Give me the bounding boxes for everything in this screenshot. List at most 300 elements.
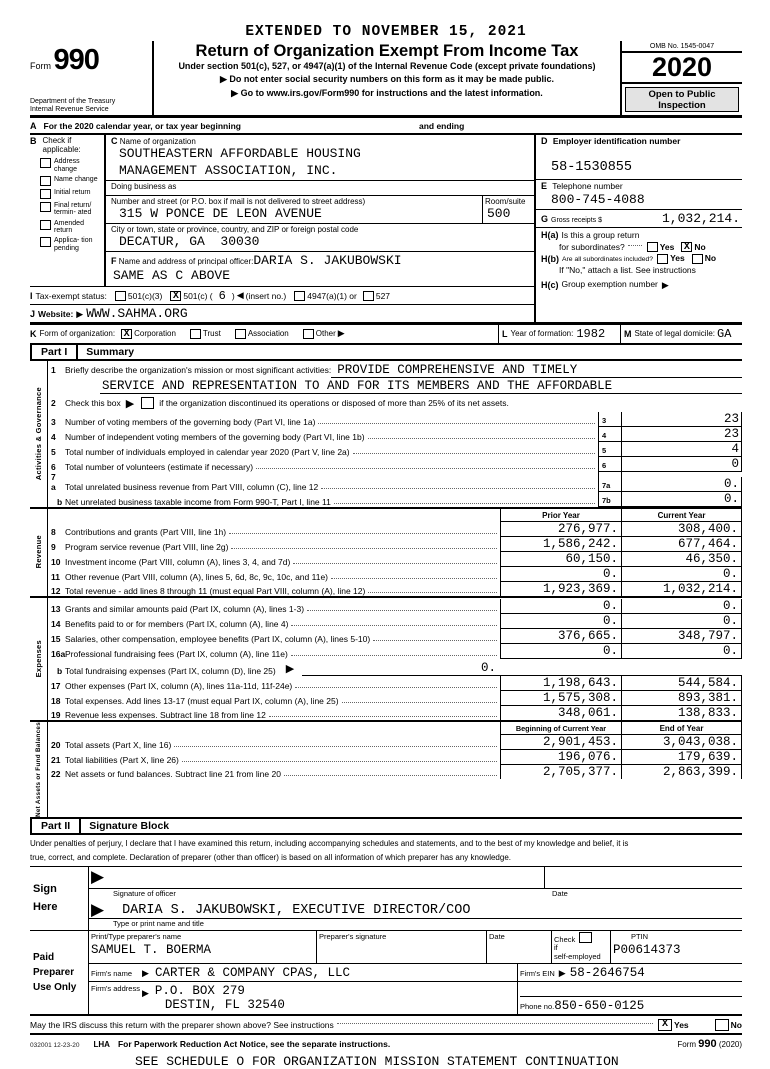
- amended-return-checkbox[interactable]: [40, 220, 51, 230]
- domicile-label: State of legal domicile:: [634, 329, 715, 339]
- line-number: 13: [51, 603, 61, 614]
- line10-prior: 60,150.: [500, 552, 621, 567]
- firm-ein-value: 58-2646754: [569, 965, 645, 980]
- ha-yes-checkbox[interactable]: [647, 242, 658, 252]
- year-formation-value: 1982: [576, 326, 606, 341]
- officer-typed-name: DARIA S. JAKUBOWSKI, EXECUTIVE DIRECTOR/COO: [122, 902, 471, 918]
- right-arrow-icon: ▶: [91, 900, 105, 920]
- open-to-public-badge: Open to Public Inspection: [625, 87, 739, 113]
- form-title: Return of Organization Exempt From Income Tax: [195, 42, 579, 60]
- ha-no-label: No: [694, 241, 706, 252]
- form-footer: [30, 1035, 742, 1051]
- section-e-letter: E: [541, 181, 548, 192]
- line17-prior: 1,198,643.: [500, 676, 621, 691]
- type-print-caption: Type or print name and title: [113, 918, 204, 928]
- ein-value: 58-1530855: [551, 160, 633, 176]
- form-number: 990: [53, 44, 99, 76]
- summary-line-22: [48, 765, 742, 779]
- org-form-label: Form of organization:: [39, 329, 116, 339]
- line-label: Number of independent voting members of the governing body (Part VI, line 1b): [65, 431, 365, 442]
- line16b-value: 0.: [302, 661, 500, 676]
- status-501c-number: 6: [218, 288, 226, 303]
- corporation-checkbox[interactable]: X: [121, 329, 132, 339]
- application-pending-checkbox[interactable]: [40, 237, 51, 247]
- line-box: 7a: [598, 472, 622, 492]
- year-formation-label: Year of formation:: [510, 329, 574, 339]
- initial-return-checkbox[interactable]: [40, 189, 51, 199]
- preparer-name-row: [89, 931, 742, 964]
- paperwork-notice: For Paperwork Reduction Act Notice, see the separate instructions.: [117, 1038, 391, 1049]
- summary-line-8: [48, 522, 742, 537]
- group-return-block: [536, 228, 742, 290]
- discontinued-line: [48, 394, 742, 412]
- firm-ein-label: Firm's EIN: [520, 968, 555, 978]
- officer-signature-row: [89, 867, 742, 889]
- line-label: Total liabilities (Part X, line 26): [65, 754, 179, 765]
- line-number: 8: [51, 526, 56, 537]
- status-501c-checkbox[interactable]: X: [170, 291, 181, 301]
- form-number-block: [30, 41, 152, 115]
- ha-no-checkbox[interactable]: X: [681, 242, 692, 252]
- line-a-text: For the 2020 calendar year, or tax year beginning: [43, 121, 241, 132]
- line18-current: 893,381.: [621, 691, 742, 706]
- hb-yes-label: Yes: [670, 253, 685, 264]
- line-number: 19: [51, 709, 61, 720]
- form-code: 032001 12-23-20: [30, 1041, 80, 1049]
- hc-letter: H(c): [541, 279, 559, 290]
- omb-number: OMB No. 1545-0047: [649, 43, 715, 50]
- line14-current: 0.: [621, 614, 742, 629]
- status-501c-close: ): [231, 290, 235, 301]
- right-arrow-icon: ▶: [337, 328, 345, 339]
- telephone-label: Telephone number: [552, 181, 623, 192]
- discuss-yes-checkbox[interactable]: X: [658, 1019, 672, 1031]
- dba-label: Doing business as: [111, 181, 177, 191]
- website-value[interactable]: WWW.SAHMA.ORG: [86, 305, 188, 321]
- preparer-signature-label: Preparer's signature: [319, 931, 387, 941]
- street-label: Number and street (or P.O. box if mail is not delivered to street address): [111, 196, 366, 206]
- sidebar-net-assets-label: Net Assets or Fund Balances: [35, 721, 42, 817]
- discontinued-label: if the organization discontinued its operations or disposed of more than 25% of its net assets.: [159, 398, 509, 409]
- extended-due-date: EXTENDED TO NOVEMBER 15, 2021: [245, 24, 527, 40]
- summary-line-7b: [48, 492, 742, 507]
- preparer-date-field[interactable]: [489, 941, 549, 943]
- line-a-letter: A: [30, 121, 37, 132]
- self-employed-checkbox[interactable]: [579, 932, 592, 943]
- right-arrow-icon: ▶: [141, 987, 149, 998]
- dept-treasury: Department of the Treasury: [30, 97, 116, 105]
- line-i-letter: I: [30, 290, 33, 301]
- ha-text2: for subordinates?: [559, 241, 625, 252]
- line-number: b: [57, 665, 63, 676]
- phone-label: Phone no.: [520, 1001, 555, 1011]
- summary-line-16a: [48, 644, 742, 659]
- line-label: Total assets (Part X, line 16): [65, 739, 172, 750]
- org-name-line1: SOUTHEASTERN AFFORDABLE HOUSING: [119, 146, 361, 162]
- initial-return-label: Initial return: [54, 189, 91, 197]
- gross-receipts-label: Gross receipts $: [551, 217, 602, 225]
- sign-label: Sign: [33, 883, 57, 896]
- perjury-line2: true, correct, and complete. Declaration of preparer (other than officer) is based on all information of which preparer has any knowledge.: [30, 852, 511, 862]
- footer-form-year: (2020): [718, 1039, 742, 1049]
- line16a-current: 0.: [621, 644, 742, 659]
- schedule-o-continuation: SEE SCHEDULE O FOR ORGANIZATION MISSION STATEMENT CONTINUATION: [135, 1053, 619, 1069]
- line22-end: 2,863,399.: [621, 765, 742, 779]
- footer-form-number: 990: [698, 1037, 717, 1050]
- omb-block: [622, 41, 742, 115]
- line-number: 22: [51, 768, 61, 779]
- status-501c3-checkbox[interactable]: [115, 291, 126, 301]
- right-arrow-icon: ▶: [142, 967, 149, 978]
- section-b-letter: B: [30, 136, 37, 147]
- address-change-checkbox[interactable]: [40, 158, 51, 168]
- line-label: Total number of volunteers (estimate if necessary): [65, 461, 254, 472]
- line-number: 6: [51, 461, 56, 472]
- ein-block: [536, 135, 742, 180]
- telephone-block: [536, 180, 742, 210]
- preparer-date-label: Date: [489, 931, 505, 941]
- right-arrow-icon: ▶: [219, 73, 227, 84]
- summary-line-14: [48, 614, 742, 629]
- org-name-line2: MANAGEMENT ASSOCIATION, INC.: [119, 162, 338, 178]
- part2-header: [30, 819, 742, 835]
- line-box: 5: [598, 442, 622, 457]
- dba-row: [106, 181, 534, 196]
- sidebar-revenue-label: Revenue: [34, 535, 43, 569]
- line-box: 3: [598, 412, 622, 427]
- right-arrow-icon: ▶: [76, 308, 84, 319]
- ptin-value: P00614373: [613, 942, 681, 957]
- status-501c3-label: 501(c)(3): [127, 290, 163, 301]
- section-c-organization: [106, 135, 534, 285]
- line-number: 10: [51, 556, 61, 567]
- line11-prior: 0.: [500, 567, 621, 582]
- phone-value: 850-650-0125: [554, 998, 645, 1013]
- firm-address-label: Firm's address: [91, 983, 140, 993]
- perjury-line1: Under penalties of perjury, I declare that I have examined this return, including accompanying schedules and statements, and to the best of my knowledge and belief, it is: [30, 838, 629, 848]
- end-year-header: End of Year: [621, 722, 742, 735]
- line8-current: 308,400.: [621, 522, 742, 537]
- summary-line-12: [48, 582, 742, 596]
- footer-form-word: Form: [677, 1039, 697, 1049]
- line-number: 11: [51, 571, 60, 582]
- corporation-label: Corporation: [134, 329, 176, 339]
- tax-exempt-status-row: [30, 286, 534, 304]
- firm-name-label: Firm's name: [91, 968, 133, 978]
- line-number: 12: [51, 585, 61, 596]
- line8-prior: 276,977.: [500, 522, 621, 537]
- line9-prior: 1,586,242.: [500, 537, 621, 552]
- org-name-block: [106, 135, 534, 181]
- current-year-header: Current Year: [621, 509, 742, 522]
- hc-text: Group exemption number: [561, 278, 658, 289]
- tax-exempt-label: Tax-exempt status:: [35, 290, 107, 301]
- line-label: Total fundraising expenses (Part IX, column (D), line 25): [65, 665, 276, 676]
- line-label: Professional fundraising fees (Part IX, column (A), line 11e): [65, 648, 288, 659]
- paid-label: Paid: [33, 951, 55, 963]
- principal-officer-row: [106, 252, 534, 285]
- line14-prior: 0.: [500, 614, 621, 629]
- line-m-letter: M: [624, 328, 632, 339]
- self-employed-label: self-employed: [554, 951, 601, 961]
- date-caption: Date: [552, 888, 568, 898]
- ha-letter: H(a): [541, 230, 559, 241]
- other-label: Other: [315, 329, 336, 339]
- line-number: 14: [51, 618, 61, 629]
- right-arrow-icon: ▶: [661, 279, 669, 290]
- summary-line-21: [48, 750, 742, 765]
- trust-checkbox[interactable]: [190, 329, 201, 339]
- org-name-label: Name of organization: [119, 137, 196, 147]
- line6-value: 0: [622, 457, 742, 472]
- line-label: Contributions and grants (Part VIII, line 1h): [65, 526, 227, 537]
- summary-line-20: [48, 735, 742, 750]
- line5-value: 4: [622, 442, 742, 457]
- sign-here-block: [30, 867, 742, 931]
- status-4947a1-label: 4947(a)(1) or: [307, 290, 357, 301]
- ssn-warning: Do not enter social security numbers on this form as it may be made public.: [229, 73, 554, 84]
- line4-value: 23: [622, 427, 742, 442]
- line9-current: 677,464.: [621, 537, 742, 552]
- organization-form-row: [30, 324, 742, 345]
- line-label: Total expenses. Add lines 13-17 (must equal Part IX, column (A), line 25): [65, 695, 339, 706]
- line15-prior: 376,665.: [500, 629, 621, 644]
- ein-label: Employer identification number: [552, 136, 681, 147]
- line-box: 4: [598, 427, 622, 442]
- officer-signature-date-field[interactable]: [544, 867, 742, 888]
- mission-line: [48, 361, 742, 394]
- discuss-no-checkbox[interactable]: [715, 1019, 729, 1031]
- street-row: [106, 196, 534, 224]
- right-arrow-icon: ▶: [285, 662, 295, 675]
- telephone-value: 800-745-4088: [551, 192, 645, 208]
- line-number: 3: [51, 416, 56, 427]
- part1-header: [30, 345, 742, 361]
- insert-no-label: (insert no.): [245, 290, 287, 301]
- line10-current: 46,350.: [621, 552, 742, 567]
- prior-year-header: Prior Year: [500, 509, 621, 522]
- discontinued-checkbox[interactable]: [141, 397, 154, 409]
- status-527-label: 527: [375, 290, 391, 301]
- line-number: 4: [51, 431, 56, 442]
- association-label: Association: [247, 329, 289, 339]
- line-a-and-ending: and ending: [418, 121, 465, 132]
- room-suite-value: 500: [487, 205, 511, 221]
- sidebar-governance-label: Activities & Governance: [34, 387, 43, 481]
- mission-value-1: PROVIDE COMPREHENSIVE AND TIMELY: [331, 363, 742, 378]
- section-f-letter: F: [111, 256, 117, 267]
- line-number: b: [57, 496, 63, 507]
- other-checkbox[interactable]: [303, 329, 314, 339]
- net-column-headers: [48, 722, 742, 735]
- gross-receipts-row: [536, 210, 742, 228]
- line13-prior: 0.: [500, 599, 621, 614]
- officer-label: Name and address of principal officer:: [118, 257, 254, 267]
- line-label: Other revenue (Part VIII, column (A), lines 5, 6d, 8c, 9c, 10c, and 11e): [65, 571, 328, 582]
- lha-label: LHA: [93, 1039, 110, 1049]
- hb-no-checkbox[interactable]: [692, 254, 703, 264]
- status-501c-label: 501(c) (: [183, 290, 213, 301]
- signature-caption: Signature of officer: [113, 888, 176, 898]
- line20-begin: 2,901,453.: [500, 735, 621, 750]
- section-d-letter: D: [541, 136, 548, 147]
- firm-name-row: [89, 964, 742, 982]
- discuss-no-label: No: [730, 1019, 742, 1030]
- line19-current: 138,833.: [621, 706, 742, 720]
- form-subtitle: Under section 501(c), 527, or 4947(a)(1) of the Internal Revenue Code (except private foundations): [178, 60, 596, 71]
- irs-discuss-row: [30, 1016, 742, 1035]
- domicile-value: GA: [717, 326, 732, 341]
- room-suite-cell: [482, 196, 534, 223]
- line-box: 7b: [598, 492, 622, 507]
- website-row: [30, 304, 534, 322]
- status-527-checkbox[interactable]: [363, 291, 374, 301]
- line-label: Investment income (Part VIII, column (A), lines 3, 4, and 7d): [65, 556, 291, 567]
- status-4947a1-checkbox[interactable]: [294, 291, 305, 301]
- line-label: Total number of individuals employed in calendar year 2020 (Part V, line 2a): [65, 446, 350, 457]
- name-change-checkbox[interactable]: [40, 176, 51, 186]
- part1-label: Part I: [30, 345, 78, 359]
- part2-label: Part II: [30, 819, 81, 833]
- line-number: 21: [51, 754, 61, 765]
- preparer-signature-field[interactable]: [319, 941, 484, 943]
- section-g-letter: G: [541, 214, 549, 225]
- line11-current: 0.: [621, 567, 742, 582]
- line-number: 5: [51, 446, 56, 457]
- line-number: 7 a: [51, 471, 57, 492]
- section-b-check-if-applicable: [30, 135, 106, 285]
- hb-note: If "No," attach a list. See instructions: [559, 265, 696, 276]
- form-title-block: [152, 41, 622, 115]
- line-j-letter: J: [30, 308, 36, 319]
- officer-typed-name-row: [89, 901, 742, 919]
- line17-current: 544,584.: [621, 676, 742, 691]
- beginning-year-header: Beginning of Current Year: [500, 722, 621, 735]
- hb-text: Are all subordinates included?: [562, 255, 654, 263]
- form-990-page: [30, 0, 742, 1069]
- summary-line-6: [48, 457, 742, 472]
- summary-line-4: [48, 427, 742, 442]
- line2-number: 2: [51, 398, 56, 409]
- hb-yes-checkbox[interactable]: [657, 254, 668, 264]
- line7b-value: 0.: [622, 492, 742, 507]
- ha-text: Is this a group return: [561, 229, 640, 240]
- line22-begin: 2,705,377.: [500, 765, 621, 779]
- line-label: Other expenses (Part IX, column (A), lines 11a-11d, 11f-24e): [65, 680, 293, 691]
- firm-name-value: CARTER & COMPANY CPAS, LLC: [154, 965, 350, 980]
- mission-value-2: SERVICE AND REPRESENTATION TO AND FOR ITS MEMBERS AND THE AFFORDABLE: [100, 378, 742, 394]
- line-k-letter: K: [30, 328, 37, 339]
- here-label: Here: [33, 901, 58, 914]
- preparer-name-value: SAMUEL T. BOERMA: [91, 942, 212, 957]
- year-column-headers: [48, 509, 742, 522]
- association-checkbox[interactable]: [235, 329, 246, 339]
- line-label: Number of voting members of the governing body (Part VI, line 1a): [65, 416, 316, 427]
- line-number: 20: [51, 739, 61, 750]
- line1-number: 1: [51, 364, 56, 375]
- section-c-letter: C: [111, 136, 118, 147]
- summary-line-16b: [48, 659, 742, 676]
- gross-receipts-value: 1,032,214.: [661, 211, 740, 227]
- firm-address-line1: P.O. BOX 279: [154, 983, 245, 998]
- line21-begin: 196,076.: [500, 750, 621, 765]
- trust-label: Trust: [202, 329, 221, 339]
- line13-current: 0.: [621, 599, 742, 614]
- preparer-label: Preparer: [33, 966, 75, 978]
- line-label: Program service revenue (Part VIII, line 2g): [65, 541, 229, 552]
- summary-line-19: [48, 706, 742, 720]
- city-row: [106, 224, 534, 252]
- line-number: 16a: [51, 648, 66, 659]
- line12-current: 1,032,214.: [621, 582, 742, 596]
- line-box: 6: [598, 457, 622, 472]
- line16a-prior: 0.: [500, 644, 621, 659]
- left-arrow-icon: ◀: [236, 290, 244, 301]
- officer-address: SAME AS C ABOVE: [113, 268, 231, 284]
- line-label: Total revenue - add lines 8 through 11 (must equal Part VIII, column (A), line 12): [65, 585, 366, 596]
- line7a-value: 0.: [622, 477, 742, 492]
- summary-line-13: [48, 598, 742, 614]
- sidebar-expenses-label: Expenses: [34, 639, 43, 678]
- section-degh-column: [534, 135, 742, 321]
- firm-address-line2: DESTIN, FL 32540: [164, 997, 285, 1012]
- summary-line-11: [48, 567, 742, 582]
- line15-current: 348,797.: [621, 629, 742, 644]
- summary-line-7a: [48, 472, 742, 492]
- revenue-section: [30, 509, 742, 598]
- governance-section: [30, 361, 742, 509]
- name-change-label: Name change: [54, 176, 98, 184]
- application-pending-label: Applica- tion pending: [54, 237, 93, 252]
- check-this-box-label: Check this box: [65, 398, 121, 409]
- room-suite-label: Room/suite: [485, 196, 526, 206]
- form-header: [30, 41, 742, 118]
- line20-end: 3,043,038.: [621, 735, 742, 750]
- city-label: City or town, state or province, country, and ZIP or foreign postal code: [111, 225, 359, 235]
- line19-prior: 348,061.: [500, 706, 621, 720]
- line-label: Salaries, other compensation, employee benefits (Part IX, column (A), lines 5-10): [65, 633, 371, 644]
- tax-year: 2020: [622, 51, 742, 84]
- officer-name: DARIA S. JAKUBOWSKI: [253, 253, 402, 269]
- line-label: Net unrelated business taxable income from Form 990-T, Part I, line 11: [65, 496, 331, 507]
- irs-label: Internal Revenue Service: [30, 106, 109, 114]
- line-l-letter: L: [502, 328, 508, 339]
- line-a-tax-year: [30, 118, 742, 135]
- perjury-statement: [30, 835, 742, 867]
- mission-label: Briefly describe the organization's mission or most significant activities:: [65, 364, 332, 375]
- line18-prior: 1,575,308.: [500, 691, 621, 706]
- right-arrow-icon: ▶: [91, 867, 105, 887]
- website-label: Website:: [38, 308, 74, 319]
- right-arrow-icon: ▶: [231, 87, 239, 98]
- preparer-name-label: Print/Type preparer's name: [91, 931, 182, 941]
- final-return-checkbox[interactable]: [40, 202, 51, 212]
- part2-title: Signature Block: [89, 819, 170, 832]
- check-label: Check: [554, 934, 576, 944]
- paid-preparer-block: [30, 931, 742, 1016]
- use-only-label: Use Only: [33, 981, 77, 993]
- line-number: 18: [51, 695, 61, 706]
- ptin-label: PTIN: [631, 931, 649, 941]
- street-value: 315 W PONCE DE LEON AVENUE: [119, 205, 322, 221]
- firm-address-row: [89, 982, 742, 1014]
- irs-discuss-text: May the IRS discuss this return with the preparer shown above? See instructions: [30, 1019, 334, 1030]
- line3-value: 23: [622, 412, 742, 427]
- if-label: if: [554, 943, 558, 953]
- line-label: Total unrelated business revenue from Part VIII, column (C), line 12: [65, 481, 319, 492]
- address-change-label: Address change: [54, 158, 80, 173]
- summary-line-3: [48, 412, 742, 427]
